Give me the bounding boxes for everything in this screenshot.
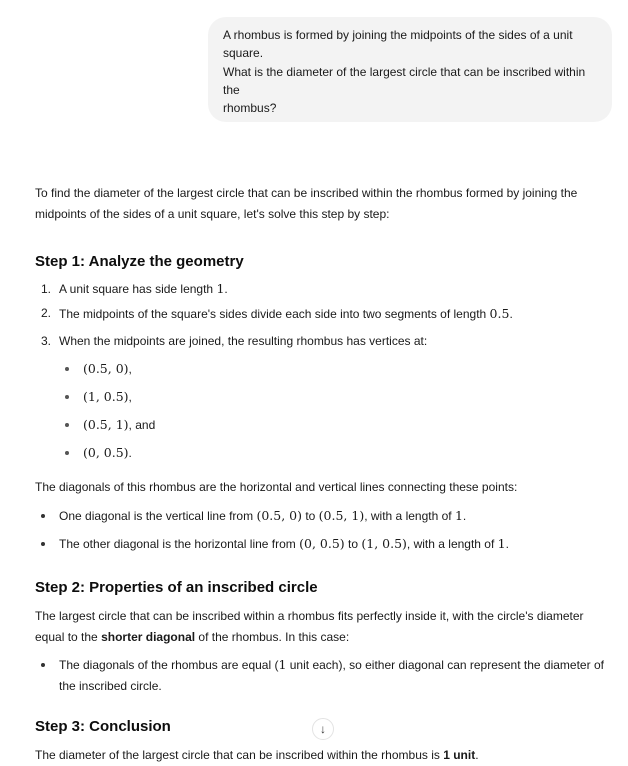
diagonals-intro: The diagonals of this rhombus are the horizontal and vertical lines connecting these points: [35,480,518,494]
list-item: The diagonals of the rhombus are equal (1 unit each), so either diagonal can represent the diameter of the inscribed circle. [35,654,605,697]
step1-list [35,278,605,355]
intro-paragraph: To find the diameter of the largest circle that can be inscribed within the rhombus formed by joining the midpoints of the sides of a unit square, let's solve this step by step: [35,186,578,221]
user-message-bubble [208,17,612,122]
list-item: The other diagonal is the horizontal line from (0, 0.5) to (1, 0.5), with a length of 1. [35,530,605,558]
assistant-response [35,183,605,766]
step2-list [35,654,605,697]
step2-paragraph: The largest circle that can be inscribed within a rhombus fits perfectly inside it, with the circle's diameter equal to the shorter diagonal of the rhombus. In this case: [35,609,584,644]
bullet-dot [41,663,45,667]
list-item: One diagonal is the vertical line from (0.5, 0) to (0.5, 1), with a length of 1. [35,502,605,530]
list-item: 3. When the midpoints are joined, the resulting rhombus has vertices at: [41,334,428,348]
bullet-dot [41,542,45,546]
user-message-line: A rhombus is formed by joining the midpoints of the sides of a unit [223,28,573,42]
bullet-dot [65,423,69,427]
step3-paragraph: The diameter of the largest circle that can be inscribed within the rhombus is 1 unit. [35,748,479,762]
diagonals-list [35,502,605,558]
list-item: (1, 0.5), [35,383,605,411]
user-message-line: square. [223,46,264,61]
user-message-line: rhombus? [223,101,277,116]
list-item: (0.5, 1), and [35,411,605,439]
arrow-down-icon: ↓ [320,722,326,736]
user-message-line: the [223,82,240,97]
step3-heading: Step 3: Conclusion [35,718,171,735]
list-item: 2. The midpoints of the square's sides divide each side into two segments of length 0.5. [41,306,513,321]
list-item: (0.5, 0), [35,355,605,383]
scroll-to-bottom-button[interactable] [312,718,334,740]
list-item: 1. A unit square has side length 1. [41,281,228,296]
bullet-dot [65,395,69,399]
user-message-line: What is the diameter of the largest circle that can be inscribed within [223,64,586,79]
list-item: (0, 0.5). [35,439,605,467]
step2-heading: Step 2: Properties of an inscribed circle [35,579,318,596]
vertex-list [35,355,605,467]
step1-heading: Step 1: Analyze the geometry [35,253,244,270]
bullet-dot [65,451,69,455]
bullet-dot [41,514,45,518]
bullet-dot [65,367,69,371]
